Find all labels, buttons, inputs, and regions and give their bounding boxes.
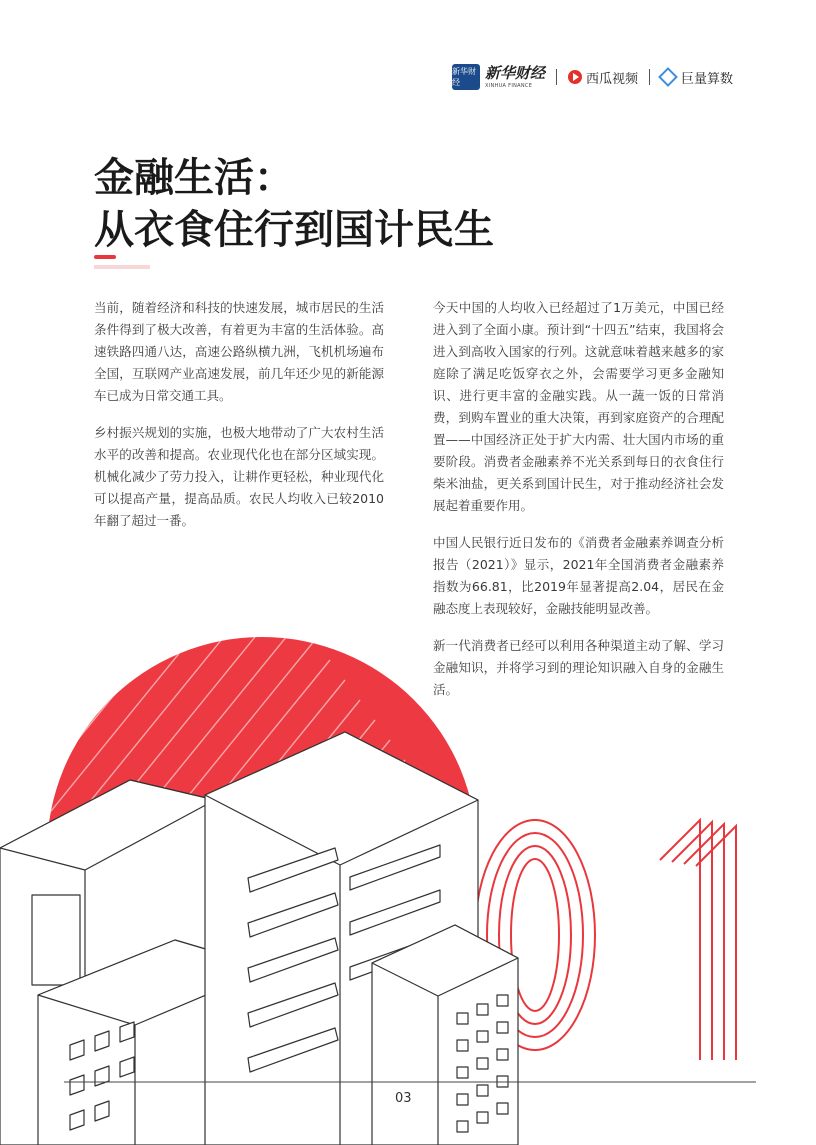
page-number: 03 — [395, 1091, 412, 1106]
title-line-2: 从衣食住行到国计民生 — [94, 207, 494, 253]
xinhua-cn: 新华财经 — [485, 63, 546, 82]
paragraph: 今天中国的人均收入已经超过了1万美元，中国已经进入到了全面小康。预计到“十四五”结束，我国将会进入到高收入国家的行列。这就意味着越来越多的家庭除了满足吃饭穿衣之外，会需要学习更多金融知识、进行更丰富的金融实践。从一蔬一饭的日常消费，到购车置业的重大决策，再到家庭资产的合理配置——中国经济正处于扩大内需、壮大国内市场的重要阶段。消费者金融素养不光关系到每日的衣食住行柴米油盐，更关系到国计民生，对于推动经济社会发展起着重要作用。 — [433, 300, 724, 513]
paragraph: 乡村振兴规划的实施，也极大地带动了广大农村生活水平的改善和提高。农业现代化也在部分区域实现。机械化减少了劳力投入，让耕作更轻松，种业现代化可以提高产量，提高品质。农民人均收入已较2010年翻了超过一番。 — [94, 425, 384, 528]
title-line-1: 金融生活： — [94, 155, 294, 201]
juliang-brand: 巨量算数 — [681, 71, 734, 87]
paragraph: 中国人民银行近日发布的《消费者金融素养调查分析报告（2021）》显示，2021年全国消费者金融素养指数为66.81，比2019年显著提高2.04，居民在金融态度上表现较好，金融技能明显改善。 — [433, 535, 724, 616]
paragraph: 当前，随着经济和科技的快速发展，城市居民的生活条件得到了极大改善，有着更为丰富的生活体验。高速铁路四通八达，高速公路纵横九洲，飞机机场遍布全国，互联网产业高速发展，前几年还少见的新能源车已成为日常交通工具。 — [94, 300, 384, 403]
xinhua-logo-text: 新华财经 — [452, 67, 476, 87]
xinhua-en: XINHUA FINANCE — [485, 82, 533, 89]
paragraph: 新一代消费者已经可以利用各种渠道主动了解、学习金融知识，并将学习到的理论知识融入自身的金融生活。 — [433, 638, 724, 697]
xigua-brand: 西瓜视频 — [586, 71, 639, 87]
